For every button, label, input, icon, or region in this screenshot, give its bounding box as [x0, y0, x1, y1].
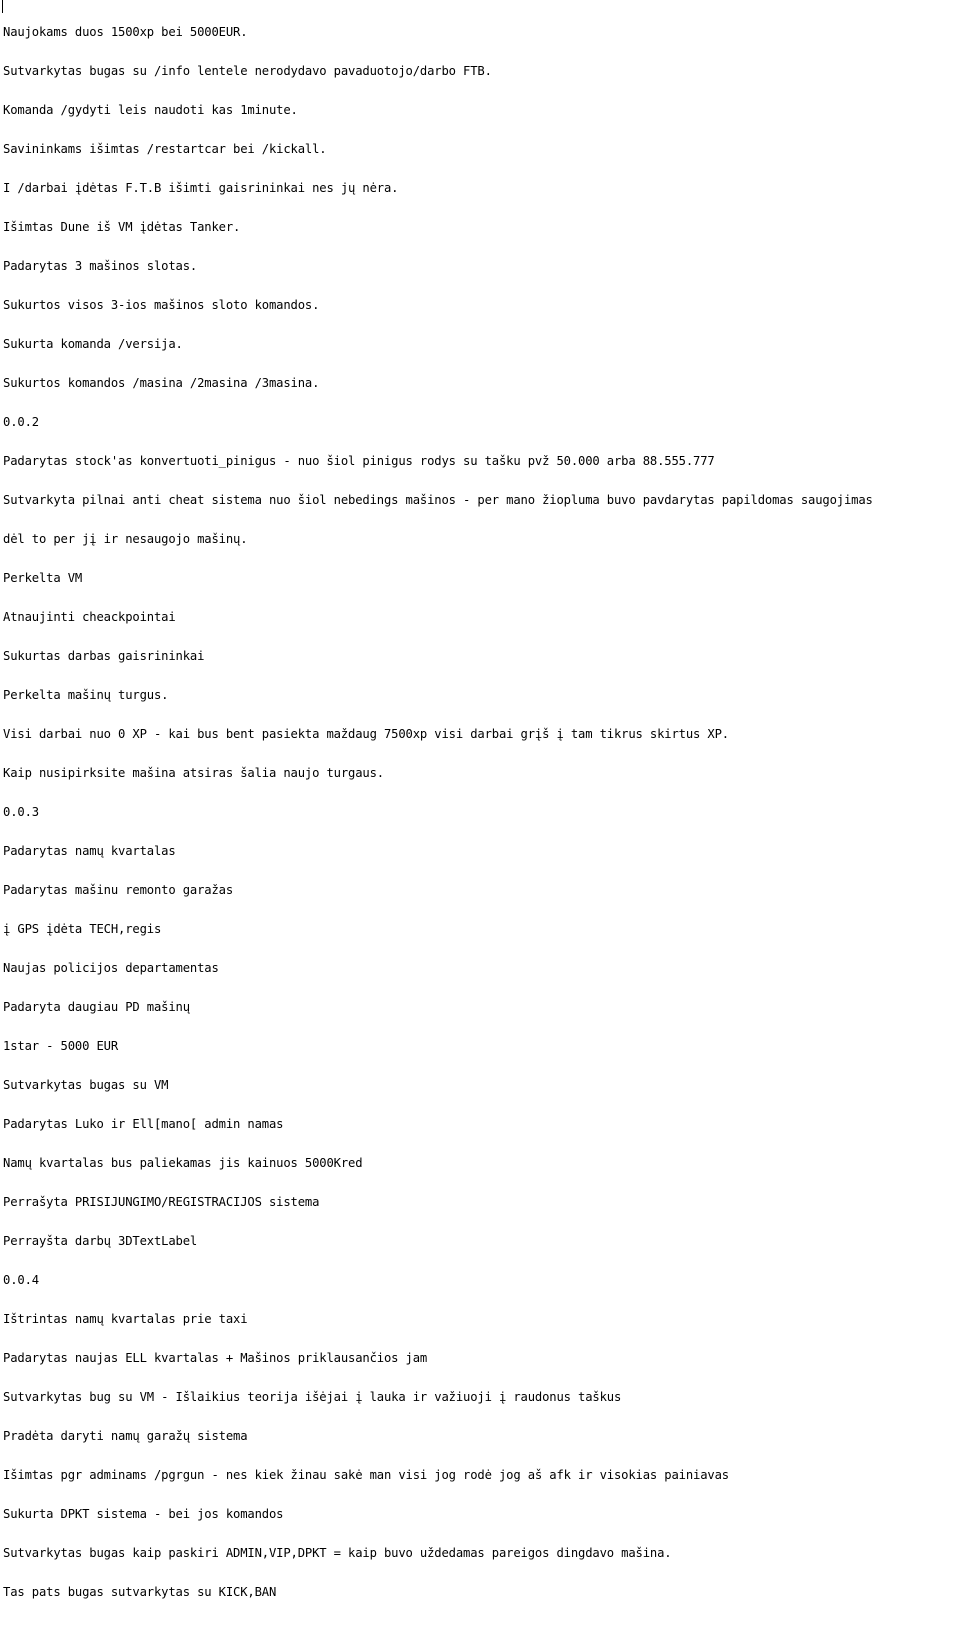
text-line: Tas pats bugas sutvarkytas su KICK,BAN [3, 1585, 277, 1599]
text-line: Perkelta mašinų turgus. [3, 688, 169, 702]
text-line: Komanda /gydyti leis naudoti kas 1minute. [3, 103, 298, 117]
text-line: Sutvarkytas bugas su /info lentele nerodydavo pavaduotojo/darbo FTB. [3, 64, 492, 78]
text-line: Padarytas Luko ir Ell[mano[ admin namas [3, 1117, 284, 1131]
text-line: Sukurta DPKT sistema - bei jos komandos [3, 1507, 284, 1521]
text-line: Sukurtas darbas gaisrininkai [3, 649, 205, 663]
text-line: Padarytas stock'as konvertuoti_pinigus - nuo šiol pinigus rodys su tašku pvž 50.000 arba 88.555.777 [3, 454, 715, 468]
text-line: Namų kvartalas bus paliekamas jis kainuos 5000Kred [3, 1156, 363, 1170]
text-line: Perrayšta darbų 3DTextLabel [3, 1234, 198, 1248]
text-line: Padarytas naujas ELL kvartalas + Mašinos priklausančios jam [3, 1351, 428, 1365]
text-line: dėl to per jį ir nesaugojo mašinų. [3, 532, 248, 546]
text-line: Naujas policijos departamentas [3, 961, 219, 975]
text-line: Padaryta daugiau PD mašinų [3, 1000, 190, 1014]
text-line: Sutvarkyta pilnai anti cheat sistema nuo šiol nebedings mašinos - per mano žiopluma buvo pavdarytas papildomas saugojimas [3, 493, 873, 507]
version-heading: 0.0.3 [3, 805, 39, 819]
text-line: Sukurta komanda /versija. [3, 337, 183, 351]
text-line: 1star - 5000 EUR [3, 1039, 118, 1053]
text-line: Sutvarkytas bugas kaip paskiri ADMIN,VIP,DPKT = kaip buvo uždedamas pareigos dingdavo mašina. [3, 1546, 672, 1560]
text-line: Išimtas pgr adminams /pgrgun - nes kiek žinau sakė man visi jog rodė jog aš afk ir visokias painiavas [3, 1468, 729, 1482]
text-line: Visi darbai nuo 0 XP - kai bus bent pasiekta maždaug 7500xp visi darbai grįš į tam tikrus skirtus XP. [3, 727, 729, 741]
text-line: Perrašyta PRISIJUNGIMO/REGISTRACIJOS sistema [3, 1195, 320, 1209]
text-line: Sutvarkytas bug su VM - Išlaikius teorija išėjai į lauka ir važiuoji į raudonus taškus [3, 1390, 622, 1404]
text-line: I /darbai įdėtas F.T.B išimti gaisrininkai nes jų nėra. [3, 181, 399, 195]
text-line: Naujokams duos 1500xp bei 5000EUR. [3, 25, 248, 39]
text-line: Padarytas 3 mašinos slotas. [3, 259, 198, 273]
text-line: Perkelta VM [3, 571, 83, 585]
text-line: Ištrintas namų kvartalas prie taxi [3, 1312, 248, 1326]
text-line: Sukurtos komandos /masina /2masina /3masina. [3, 376, 320, 390]
text-line: Pradėta daryti namų garažų sistema [3, 1429, 248, 1443]
version-heading: 0.0.2 [3, 415, 39, 429]
version-heading: 0.0.4 [3, 1273, 39, 1287]
text-line: Atnaujinti cheackpointai [3, 610, 176, 624]
text-line: Padarytas mašinu remonto garažas [3, 883, 233, 897]
text-line: Sukurtos visos 3-ios mašinos sloto komandos. [3, 298, 320, 312]
text-line: Savininkams išimtas /restartcar bei /kickall. [3, 142, 327, 156]
text-line: Išimtas Dune iš VM įdėtas Tanker. [3, 220, 241, 234]
text-line: Kaip nusipirksite mašina atsiras šalia naujo turgaus. [3, 766, 384, 780]
text-content[interactable] [3, 0, 975, 1625]
text-line: Sutvarkytas bugas su VM [3, 1078, 169, 1092]
text-line: į GPS įdėta TECH,regis [3, 922, 162, 936]
text-line: Padarytas namų kvartalas [3, 844, 176, 858]
